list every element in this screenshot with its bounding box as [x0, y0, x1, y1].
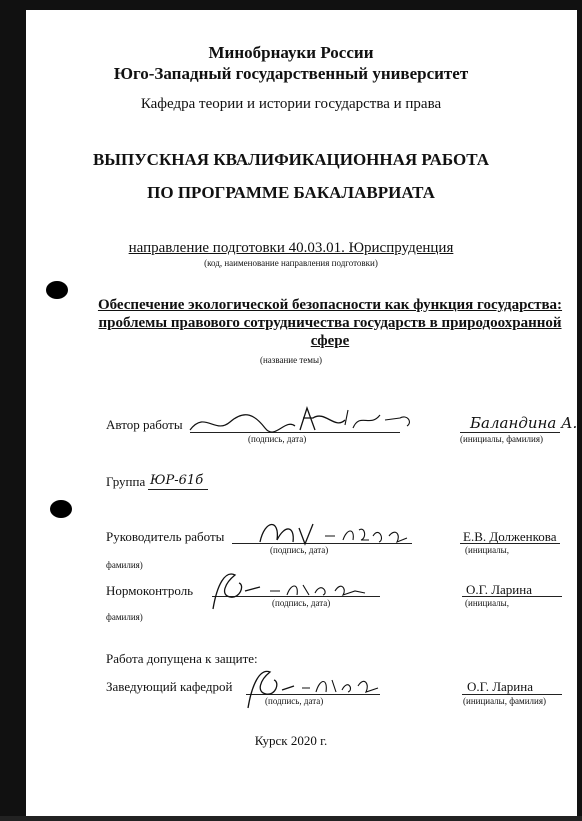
document-title-line1: ВЫПУСКНАЯ КВАЛИФИКАЦИОННАЯ РАБОТА	[92, 150, 490, 169]
normcontrol-name-line	[462, 596, 562, 597]
city-year: Курск 2020 г.	[254, 733, 328, 748]
normcontrol-initials-caption: (инициалы,	[465, 598, 509, 608]
normcontrol-signature-caption: (подпись, дата)	[272, 598, 331, 608]
direction-caption: (код, наименование направления подготовки)	[204, 258, 378, 268]
group-label: Группа	[106, 474, 146, 489]
head-signature-caption: (подпись, дата)	[265, 696, 324, 706]
head-name: О.Г. Ларина	[467, 679, 533, 694]
head-name-caption: (инициалы, фамилия)	[463, 696, 546, 706]
normcontrol-surname-caption: фамилия)	[106, 612, 143, 622]
author-name-line	[460, 432, 560, 433]
scan-border-top	[0, 0, 582, 10]
punch-hole-top	[46, 281, 68, 299]
direction-text: направление подготовки 40.03.01. Юриспруденция	[128, 240, 454, 256]
supervisor-label: Руководитель работы	[106, 529, 225, 544]
author-name-caption: (инициалы, фамилия)	[460, 434, 543, 444]
scan-border-right	[577, 0, 582, 821]
university-name: Юго-Западный государственный университет	[113, 64, 469, 83]
document-title-line2: ПО ПРОГРАММЕ БАКАЛАВРИАТА	[147, 183, 435, 202]
author-handwritten-name: Баландина А.	[470, 414, 578, 432]
punch-hole-bottom	[50, 500, 72, 518]
ministry-name: Минобрнауки России	[208, 43, 374, 62]
head-label: Заведующий кафедрой	[106, 679, 233, 694]
admission-text: Работа допущена к защите:	[106, 651, 258, 666]
supervisor-surname-caption: фамилия)	[106, 560, 143, 570]
head-signature	[240, 662, 385, 714]
group-line	[148, 489, 208, 490]
group-value: ЮР-61б	[150, 473, 204, 488]
supervisor-name-line	[460, 543, 560, 544]
normcontrol-label: Нормоконтроль	[106, 583, 194, 598]
thesis-topic: Обеспечение экологической безопасности как функция государства: проблемы правового сотрудничества государств в природоохранной сфере	[97, 297, 563, 349]
department-name: Кафедра теории и истории государства и права	[140, 96, 442, 112]
scan-border-bottom	[0, 816, 582, 821]
supervisor-signature-caption: (подпись, дата)	[270, 545, 329, 555]
author-signature-caption: (подпись, дата)	[248, 434, 307, 444]
scan-border-left	[0, 0, 26, 821]
normcontrol-name: О.Г. Ларина	[466, 582, 532, 597]
supervisor-initials-caption: (инициалы,	[465, 545, 509, 555]
author-label: Автор работы	[106, 417, 183, 432]
topic-caption: (название темы)	[259, 355, 323, 365]
head-name-line	[462, 694, 562, 695]
supervisor-name: Е.В. Долженкова	[463, 529, 557, 544]
